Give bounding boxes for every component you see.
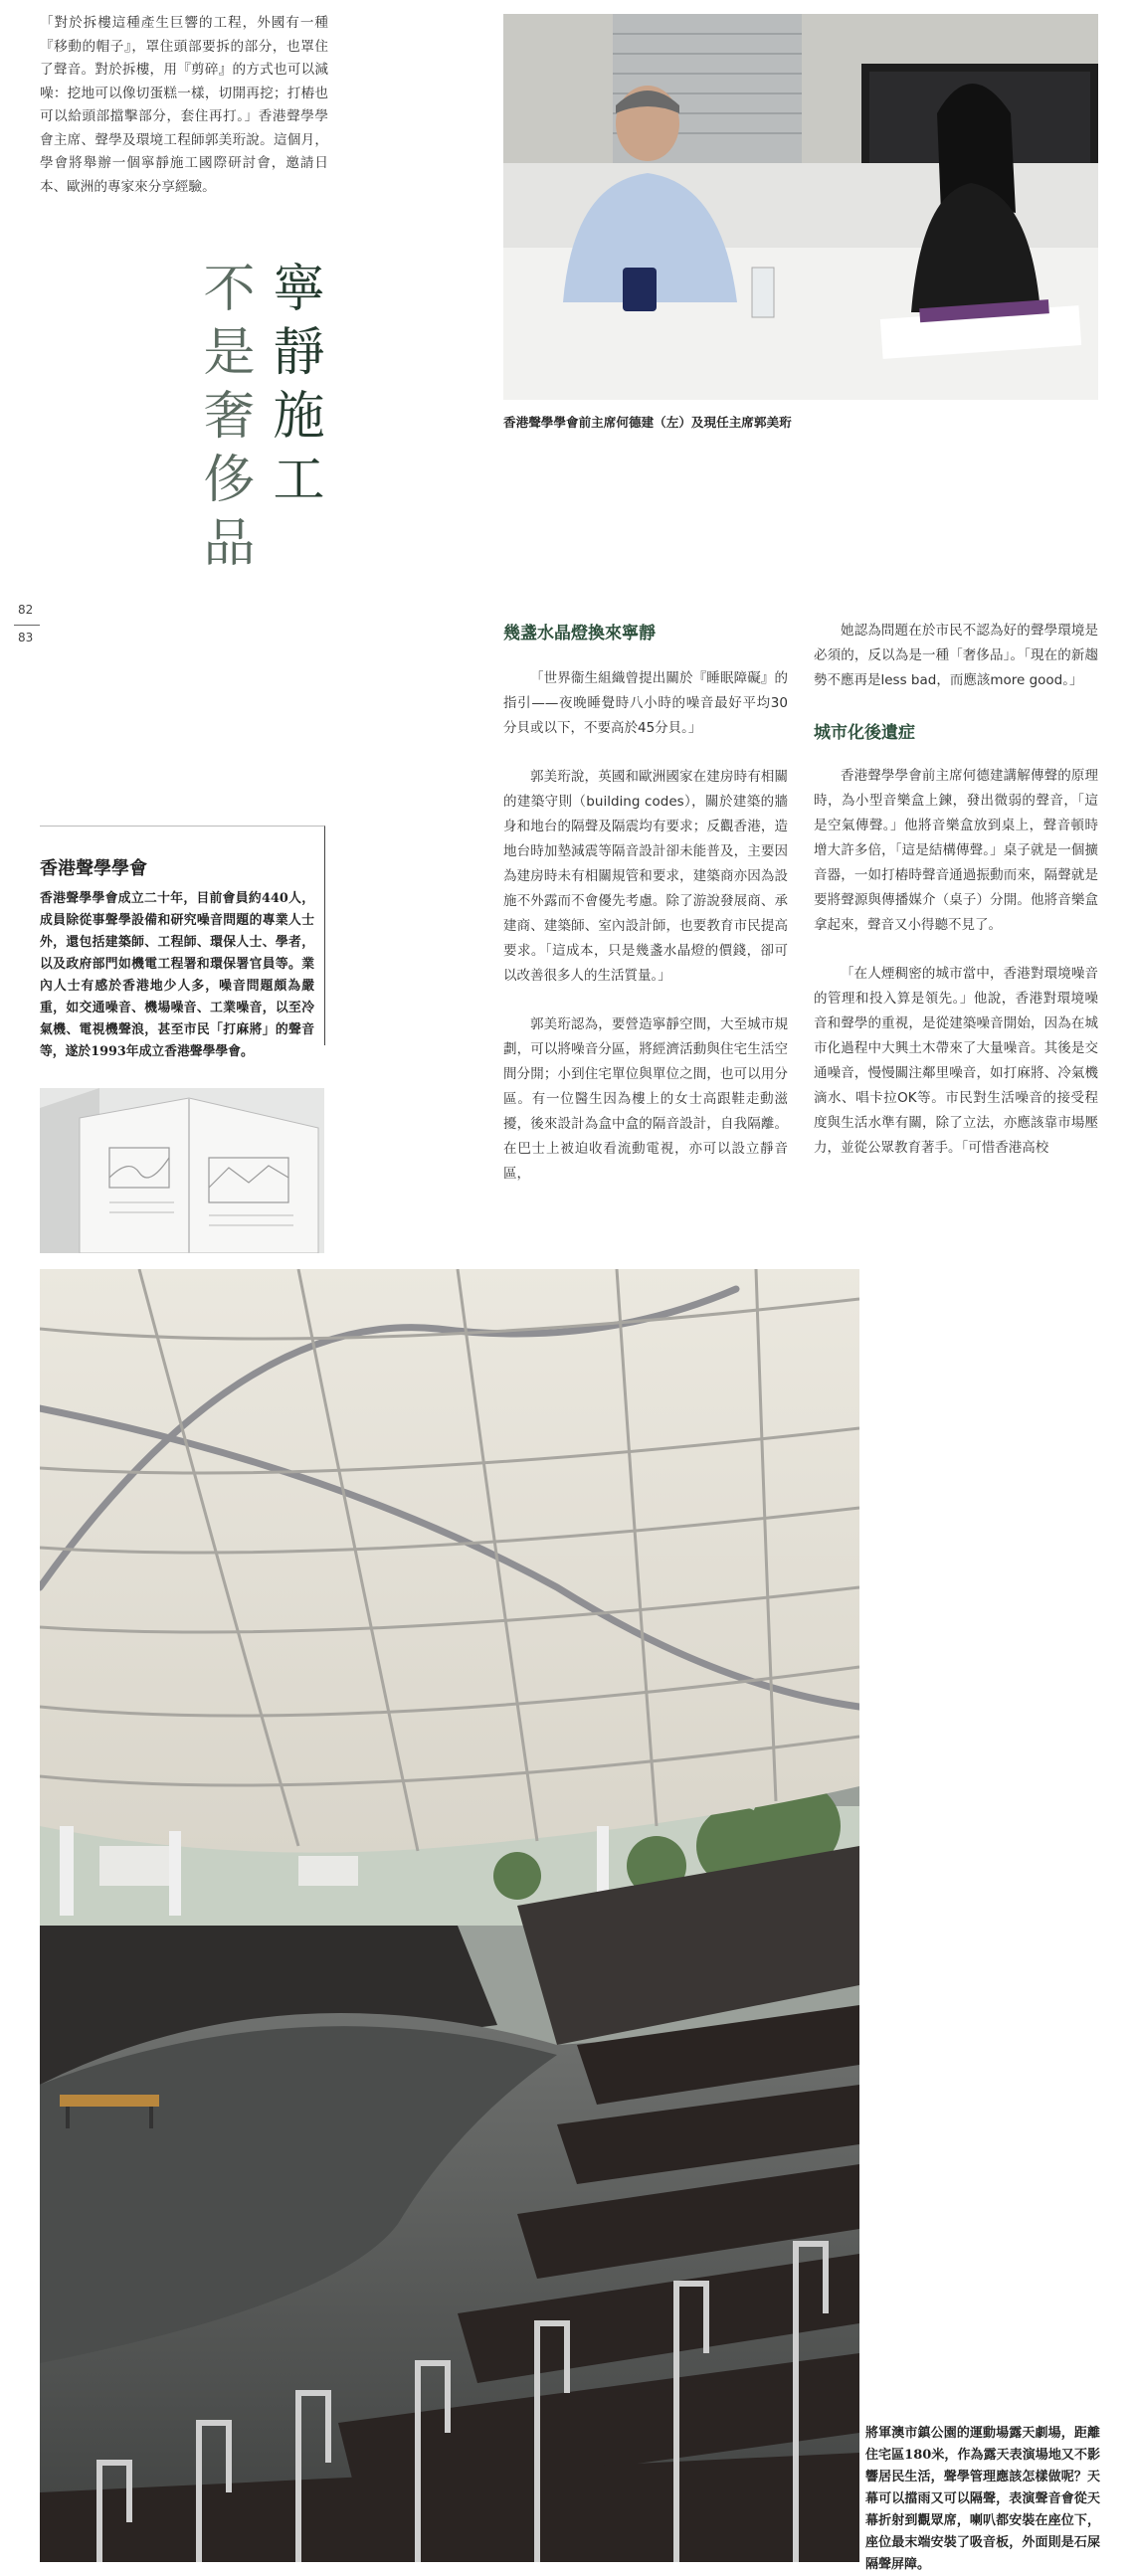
intro-paragraph: 「對於拆樓這種產生巨響的工程，外國有一種『移動的帽子』，罩住頭部要拆的部分，也罩住了聲音。對於拆樓，用『剪碎』的方式也可以減噪：挖地可以像切蛋糕一樣，切開再挖；打樁也可以給頭部擋擊部分，套住再打。」香港聲學學會主席、聲學及環境工程師郭美珩說。這個月，學會將舉辦一個寧靜施工國際研討會，邀請日本、歐洲的專家來分享經驗。 (40, 15, 328, 195)
sidebar-box (40, 826, 325, 1059)
amphitheatre-caption: 將軍澳市鎮公園的運動場露天劇場，距離住宅區180米，作為露天表演場地又不影響居民生活，聲學管理應該怎樣做呢？天幕可以擋雨又可以隔聲，表演聲音會從天幕折射到觀眾席，喇叭都安裝在座位下，座位最末端安裝了吸音板，外面則是石屎隔聲屏障。 (865, 2426, 1100, 2572)
amphitheatre-photo (40, 1269, 859, 2562)
section1-paragraph: 「世界衞生組織曾提出關於『睡眠障礙』的指引——夜晚睡覺時八小時的噪音最好平均30分貝或以下，不要高於45分貝。」 (503, 670, 788, 736)
book-photo-illustration (40, 1088, 324, 1253)
section1-paragraph: 郭美珩說，英國和歐洲國家在建房時有相關的建築守則（building codes），關於建築的牆身和地台的隔聲及隔震均有要求；反觀香港，造地台時加墊減震等隔音設計卻未能普及，主要因為建房時未有相關規管和要求，建築商亦因為設施不外露而不會優先考慮。除了游說發展商、承建商、建築師、室內設計師，也要教育市民提高要求。「這成本，只是幾盞水晶燈的價錢，卻可以改善很多人的生活質量。」 (503, 769, 788, 984)
interview-photo-illustration (503, 14, 1098, 400)
section2-heading: 城市化後遺症 (814, 723, 915, 743)
column-1 (503, 666, 788, 1210)
photo-caption: 香港聲學學會前主席何德建（左）及現任主席郭美珩 (503, 415, 792, 430)
section2-paragraph: 香港聲學學會前主席何德建講解傳聲的原理時，為小型音樂盒上鍊，發出微弱的聲音，「這是空氣傳聲。」他將音樂盒放到桌上，聲音頓時增大許多倍，「這是結構傳聲。」桌子就是一個擴音器，一如打樁時聲音通過振動而來，隔聲就是要將聲源與傳播媒介（桌子）分開。他將音樂盒拿起來，聲音又小得聽不見了。 (814, 768, 1098, 933)
book-photo (40, 1088, 324, 1253)
section2-lead-paragraph: 她認為問題在於市民不認為好的聲學環境是必須的，反以為是一種「奢侈品」。「現在的新趨勢不應再是less bad，而應該more good。」 (814, 623, 1098, 688)
amphitheatre-photo-illustration (40, 1269, 859, 2562)
interview-photo (503, 14, 1098, 400)
sidebar-title: 香港聲學學會 (40, 858, 147, 879)
column-2 (814, 619, 1098, 1185)
sidebar-body: 香港聲學學會成立二十年，目前會員約440人，成員除從事聲學設備和研究噪音問題的專業人士外，還包括建築師、工程師、環保人士、學者，以及政府部門如機電工程署和環保署官員等。業內人士有感於香港地少人多，噪音問題頗為嚴重，如交通噪音、機場噪音、工業噪音，以至冷氣機、電視機聲浪，甚至市民「打麻將」的聲音等，遂於1993年成立香港聲學學會。 (40, 891, 314, 1059)
section1-heading: 幾盞水晶燈換來寧靜 (503, 624, 656, 644)
page-number-left: 82 (18, 603, 34, 617)
page-number-divider (14, 625, 40, 626)
section2-paragraph: 「在人煙稠密的城市當中，香港對環境噪音的管理和投入算是領先。」他說，香港對環境噪音和聲學的重視，是從建築噪音開始，因為在城市化過程中大興土木帶來了大量噪音。其後是交通噪音，慢慢關注鄰里噪音，如打麻將、冷氣機滴水、唱卡拉OK等。市民對生活噪音的接受程度與生活水準有關，除了立法，亦應該靠市場壓力，並從公眾教育著手。「可惜香港高校 (814, 966, 1098, 1156)
page-number-right: 83 (18, 631, 34, 644)
section1-paragraph: 郭美珩認為，要營造寧靜空間，大至城市規劃，可以將噪音分區，將經濟活動與住宅生活空間分開；小到住宅單位與單位之間，也可以用分區。有一位醫生因為樓上的女士高跟鞋走動滋擾，後來設計為盒中盒的隔音設計，自我隔離。在巴士上被迫收看流動電視，亦可以設立靜音區， (503, 1016, 788, 1182)
title-line-1: 寧靜施工 (264, 261, 323, 515)
title-line-2: 不是奢侈品 (194, 261, 254, 579)
